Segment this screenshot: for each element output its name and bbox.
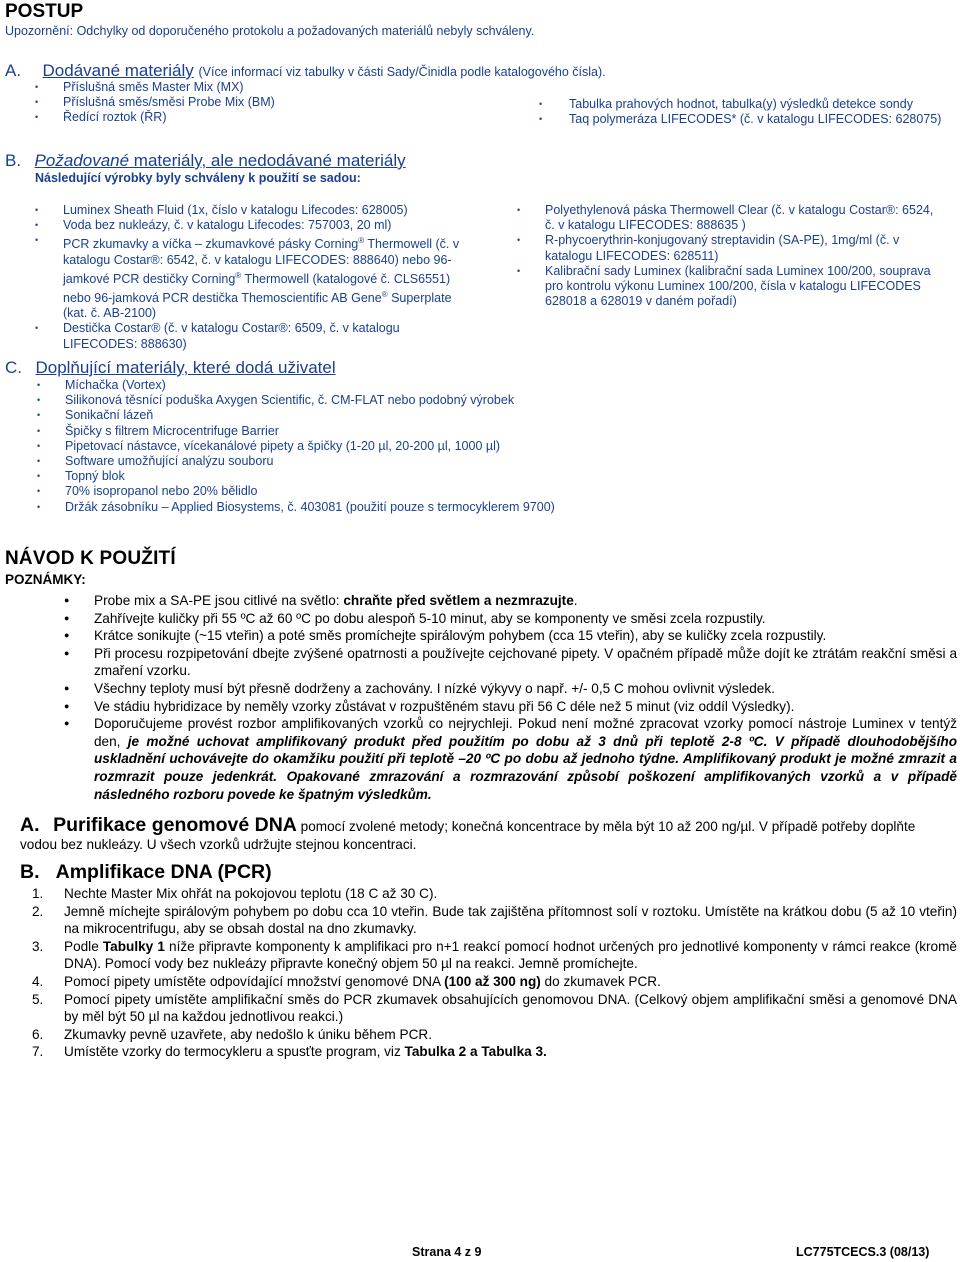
note-item: ● Probe mix a SA-PE jsou citlivé na světlo: chraňte před světlem a nezmrazujte. [62,592,957,610]
list-item: • Destička Costar® (č. v katalogu Costar®: 6509, č. v katalogu LIFECODES: 888630) [33,321,473,351]
pcr-heading [20,861,272,884]
note-item: ● Všechny teploty musí být přesně dodrženy a zachovány. I nízké výkyvy o např. +/- 0,5 C mohou ovlivnit výsledek. [62,680,957,698]
step-item: 6. Zkumavky pevně uzavřete, aby nedošlo k úniku během PCR. [32,1026,432,1042]
purification-title: Purifikace genomové DNA [53,814,297,836]
list-item: • Pipetovací nástavce, vícekanálové pipety a špičky (1-20 µl, 20-200 µl, 1000 µl) [35,439,635,454]
section-a-list-right [537,97,947,127]
section-a-letter: A. [5,61,22,80]
section-a-note: (Více informací viz tabulky v části Sady/Činidla podle katalogového čísla). [198,65,606,79]
list-item: • Kalibrační sady Luminex (kalibrační sada Luminex 100/200, souprava pro kontrolu výkonu Luminex 100/200, čísla v katalogu LIFECODES 628018 a 628019 v daném pořadí) [515,264,935,310]
list-item: • Ředící roztok (ŘR) [33,110,513,125]
purification-paragraph [20,816,955,854]
list-item: • PCR zkumavky a víčka – zkumavkové pásky Corning® Thermowell (č. v katalogu Costar®: 6542, č. v katalogu LIFECODES: 888640) nebo 96-jamkové PCR destičky Corning® Thermowell (katalogové č. CLS6551) nebo 96-jamková PCR destička Themoscientific AB Gene® Superplate (kat. č. AB-2100) [33,233,473,321]
note-item: ● Ve stádiu hybridizace by neměly vzorky zůstávat v rozpuštěném stavu při 56 C déle než 5 minut (viz oddíl Výsledky). [62,698,957,716]
step-item: 5. Pomocí pipety umístěte amplifikační směs do PCR zkumavek obsahujících genomovou DNA. (Celkový objem amplifikační směsi a genomové DNA by měl být 50 µl na každou jednotlivou reakci.) [32,991,957,1025]
document-code: LC775TCECS.3 (08/13) [796,1245,930,1259]
list-item: • 70% isopropanol nebo 20% bělidlo [35,484,635,499]
step-item: 2. Jemně míchejte spirálovým pohybem po dobu cca 10 vteřin. Bude tak zajištěna přítomnost solí v roztoku. Umístěte na krátkou dobu (5 až 10 vteřin) na mikrocentrifugu, aby se obsah dostal na dno zkumavky. [32,903,957,937]
notes-list [62,592,957,803]
section-a-title: Dodávané materiály [42,61,194,80]
note-item: ● Krátce sonikujte (~15 vteřin) a poté směs promíchejte spirálovým pohybem (cca 15 vteřin), aby se kuličky zcela rozpustily. [62,627,957,645]
list-item: • Taq polymeráza LIFECODES* (č. v katalogu LIFECODES: 628075) [537,112,947,127]
pcr-steps [22,885,957,1061]
section-b-list-left [33,203,473,352]
list-item: • Špičky s filtrem Microcentrifuge Barrier [35,424,635,439]
step-item: 7. Umístěte vzorky do termocykleru a spusťte program, viz Tabulka 2 a Tabulka 3. [32,1044,547,1060]
list-item: • Silikonová těsnící poduška Axygen Scientific, č. CM-FLAT nebo podobný výrobek [35,393,635,408]
page-number: Strana 4 z 9 [412,1245,482,1259]
section-b-subtitle: Následující výrobky byly schváleny k použití se sadou: [35,171,361,185]
navod-title: NÁVOD K POUŽITÍ [5,548,176,569]
list-item: • R-phycoerythrin-konjugovaný streptavidin (SA-PE), 1mg/ml (č. v katalogu LIFECODES: 628511) [515,233,935,263]
list-item: • Příslušná směs/směsi Probe Mix (BM) [33,95,513,110]
list-item: • Voda bez nukleázy, č. v katalogu Lifecodes: 757003, 20 ml) [33,218,473,233]
step-item: 1. Nechte Master Mix ohřát na pokojovou teplotu (18 C až 30 C). [32,886,438,901]
section-c-letter: C. [5,358,22,377]
section-c-list [35,378,635,515]
section-b-heading [5,151,406,171]
pcr-letter: B. [20,861,40,883]
pcr-title: Amplifikace DNA (PCR) [55,861,272,883]
list-item: • Příslušná směs Master Mix (MX) [33,80,513,95]
note-item: ● Při procesu rozpipetování dbejte zvýšené opatrnosti a používejte cejchované pipety. V opačném případě může dojít ke ztrátám reakční směsi a zmaření vzorku. [62,645,957,680]
section-c-heading [5,358,336,378]
section-a-list-left [33,80,513,126]
list-item: • Tabulka prahových hodnot, tabulka(y) výsledků detekce sondy [537,97,947,112]
warning-text: Upozornění: Odchylky od doporučeného protokolu a požadovaných materiálů nebyly schváleny. [5,24,535,38]
purification-text: pomocí zvolené metody; konečná koncentrace by měla být 10 až 200 ng/µl. V případě potřeby doplňte vodou bez nukleázy. U všech vzorků udržujte stejnou koncentraci. [20,819,916,852]
page-title: POSTUP [5,1,84,22]
list-item: • Sonikační lázeň [35,408,635,423]
list-item: • Software umožňující analýzu souboru [35,454,635,469]
list-item: • Luminex Sheath Fluid (1x, číslo v katalogu Lifecodes: 628005) [33,203,473,218]
purification-letter: A. [20,814,40,836]
section-b-list-right [515,203,935,309]
step-item: 3. Podle Tabulky 1 níže připravte komponenty k amplifikaci pro n+1 reakcí pomocí hodnot určených pro jednotlivé komponenty v rámci reakce (kromě DNA). Pomocí vody bez nukleázy připravte konečný objem 50 µl na reakci. Jemně promíchejte. [32,938,957,972]
list-item: • Topný blok [35,469,635,484]
note-item: ● Zahřívejte kuličky při 55 ºC až 60 ºC po dobu alespoň 5-10 minut, aby se komponenty ve směsi zcela rozpustily. [62,610,957,628]
section-b-letter: B. [5,151,22,170]
section-b-title-rest: materiály, ale nedodávané materiály [129,151,406,170]
list-item: • Držák zásobníku – Applied Biosystems, č. 403081 (použití pouze s termocyklerem 9700) [35,500,635,515]
notes-heading: POZNÁMKY: [5,572,86,587]
list-item: • Míchačka (Vortex) [35,378,635,393]
note-item: ● Doporučujeme provést rozbor amplifikovaných vzorků co nejrychleji. Pokud není možné zpracovat vzorky pomocí nástroje Luminex v tentýž den, je možné uchovat amplifikovaný produkt před použitím po dobu až 3 dnů při teplotě 2-8 ºC. V případě dlouhodobějšího uskladnění uchovávejte do okamžiku použití při teplotě –20 ºC po dobu až jednoho týdne. Amplifikovaný produkt je možné zmrazit a rozmrazit pouze jedenkrát. Opakované zmrazování a rozmrazování způsobí poškození amplifikovaných vzorků a v případě následného rozboru povede ke špatným výsledkům. [62,715,957,803]
list-item: • Polyethylenová páska Thermowell Clear (č. v katalogu Costar®: 6524, č. v katalogu LIFECODES: 888635 ) [515,203,935,233]
section-b-title-italic: Požadované [34,151,130,170]
section-c-title: Doplňující materiály, které dodá uživatel [35,358,336,377]
step-item: 4. Pomocí pipety umístěte odpovídající množství genomové DNA (100 až 300 ng) do zkumavek PCR. [32,973,661,989]
section-a-heading [5,61,606,82]
